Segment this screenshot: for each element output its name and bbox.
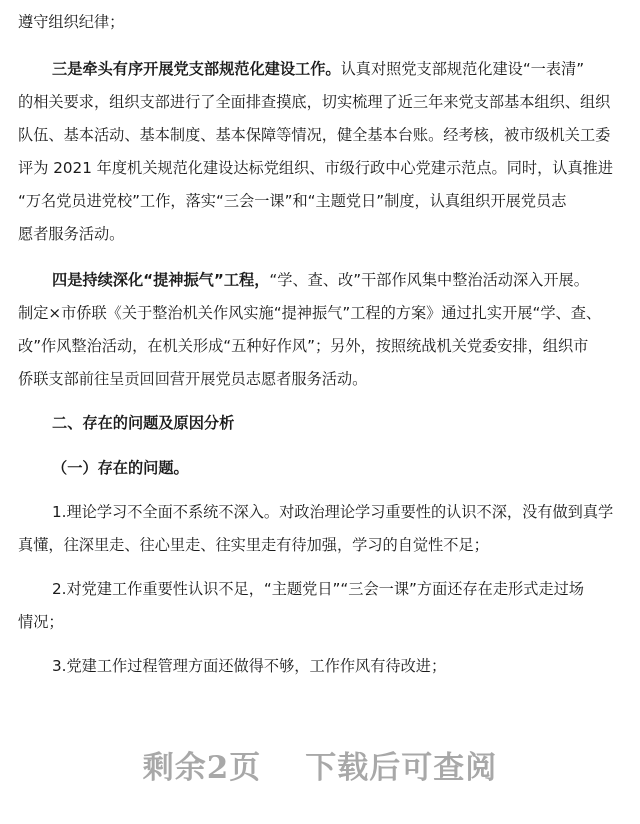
- paragraph-4-line-2: 制定×市侨联《关于整治机关作风实施“提神振气”工程的方案》通过扎实开展“学、查、: [18, 304, 602, 322]
- paragraph-3-line-4: 评为 2021 年度机关规范化建设达标党组织、市级行政中心党建示范点。同时，认真推进: [18, 159, 614, 177]
- paragraph-3-text: 认真对照党支部规范化建设“一表清”: [340, 60, 585, 78]
- paragraph-3-line-5: “万名党员进党校”工作，落实“三会一课”和“主题党日”制度，认真组织开展党员志: [18, 192, 567, 210]
- paragraph-4-line-3: 改”作风整治活动，在机关形成“五种好作风”；另外，按照统战机关党委安排，组织市: [18, 337, 589, 355]
- download-to-view-label: 下载后可查阅: [305, 750, 498, 786]
- item-2-line-2: 情况；: [18, 613, 64, 631]
- item-1-line-2: 真懂，往深里走、往心里走、往实里走有待加强，学习的自觉性不足；: [18, 536, 489, 554]
- paragraph-3-line-1: [52, 59, 640, 79]
- paragraph-4-text: “学、查、改”干部作风集中整治活动深入开展。: [269, 271, 589, 289]
- paragraph-4-lead: 四是持续深化“提神振气”工程，: [52, 271, 270, 289]
- item-2-line-1: 2.对党建工作重要性认识不足，“主题党日”“三会一课”方面还存在走形式走过场: [52, 580, 584, 598]
- paragraph-4-line-4: 侨联支部前往呈贡回回营开展党员志愿者服务活动。: [18, 370, 368, 388]
- remaining-pages-label: 剩余2页: [142, 750, 262, 786]
- paragraph-3-line-2: 的相关要求，组织支部进行了全面排查摸底，切实梳理了近三年来党支部基本组织、组织: [18, 93, 611, 111]
- paragraph-3-line-3: 队伍、基本活动、基本制度、基本保障等情况，健全基本台账。经考核，被市级机关工委: [18, 126, 611, 144]
- paragraph-3-lead: 三是牵头有序开展党支部规范化建设工作。: [52, 60, 341, 78]
- paragraph-4-line-1: [52, 270, 640, 290]
- section-heading: 二、存在的问题及原因分析: [52, 414, 235, 432]
- subsection-heading: （一）存在的问题。: [52, 459, 189, 477]
- item-1-line-1: 1.理论学习不全面不系统不深入。对政治理论学习重要性的认识不深，没有做到真学: [52, 503, 614, 521]
- item-3-line-1: 3.党建工作过程管理方面还做得不够，工作作风有待改进；: [52, 657, 447, 675]
- download-prompt[interactable]: [0, 742, 640, 787]
- paragraph-line: 遵守组织纪律；: [18, 13, 125, 31]
- paragraph-3-line-6: 愿者服务活动。: [18, 225, 125, 243]
